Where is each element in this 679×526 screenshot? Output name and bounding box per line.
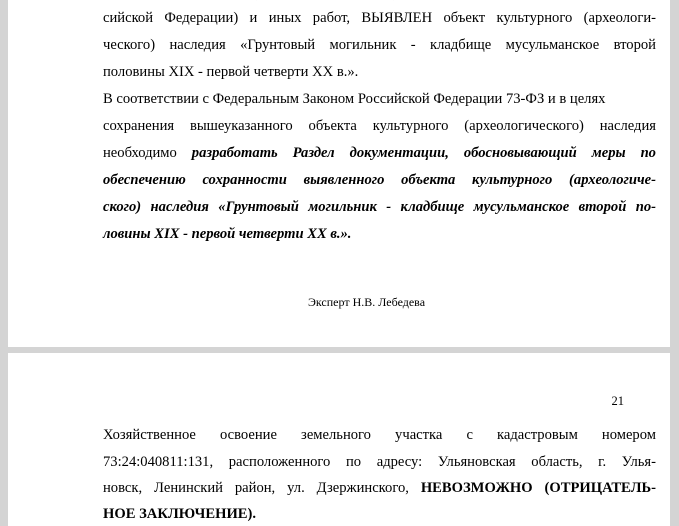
paragraph-line <box>103 144 656 162</box>
paragraph-line <box>103 479 656 497</box>
document-page-2 <box>8 353 670 526</box>
clipped-text <box>103 0 605 2</box>
page-number: 21 <box>611 394 624 408</box>
conclusion-text: НЕВОЗМОЖНО (ОТРИЦАТЕЛЬ- <box>420 480 656 496</box>
paragraph-line: половины XIX - первой четверти XX в.». <box>103 64 359 80</box>
conclusion-line: НОЕ ЗАКЛЮЧЕНИЕ). <box>103 506 257 522</box>
paragraph-line: 73:24:040811:131, расположенного по адресу: Ульяновская область, г. Улья- <box>103 454 656 470</box>
emphasized-line: обеспечению сохранности выявленного объекта культурного (археологиче- <box>103 172 656 188</box>
paragraph-line: ческого) наследия «Грунтовый могильник - кладбище мусульманское второй <box>103 37 656 53</box>
expert-signature: Эксперт Н.В. Лебедева <box>307 295 426 309</box>
paragraph-line: сийской Федерации) и иных работ, ВЫЯВЛЕН объект культурного (археологи- <box>103 10 656 26</box>
text-run: необходимо <box>103 145 192 161</box>
clipped-text-line <box>103 0 656 4</box>
emphasized-line: ловины XIX - первой четверти XX в.». <box>103 226 352 242</box>
document-page-1 <box>8 0 670 347</box>
paragraph-line: Хозяйственное освоение земельного участка с кадастровым номером <box>103 427 656 443</box>
paragraph-line: В соответствии с Федеральным Законом Российской Федерации 73-ФЗ и в целях <box>103 91 606 107</box>
paragraph-line: сохранения вышеуказанного объекта культурного (археологического) наследия <box>103 118 656 134</box>
text-run: новск, Ленинский район, ул. Дзержинского, <box>103 480 421 496</box>
emphasized-text: разработать Раздел документации, обосновывающий меры по <box>191 145 656 161</box>
emphasized-line: ского) наследия «Грунтовый могильник - кладбище мусульманское второй по- <box>103 199 656 215</box>
